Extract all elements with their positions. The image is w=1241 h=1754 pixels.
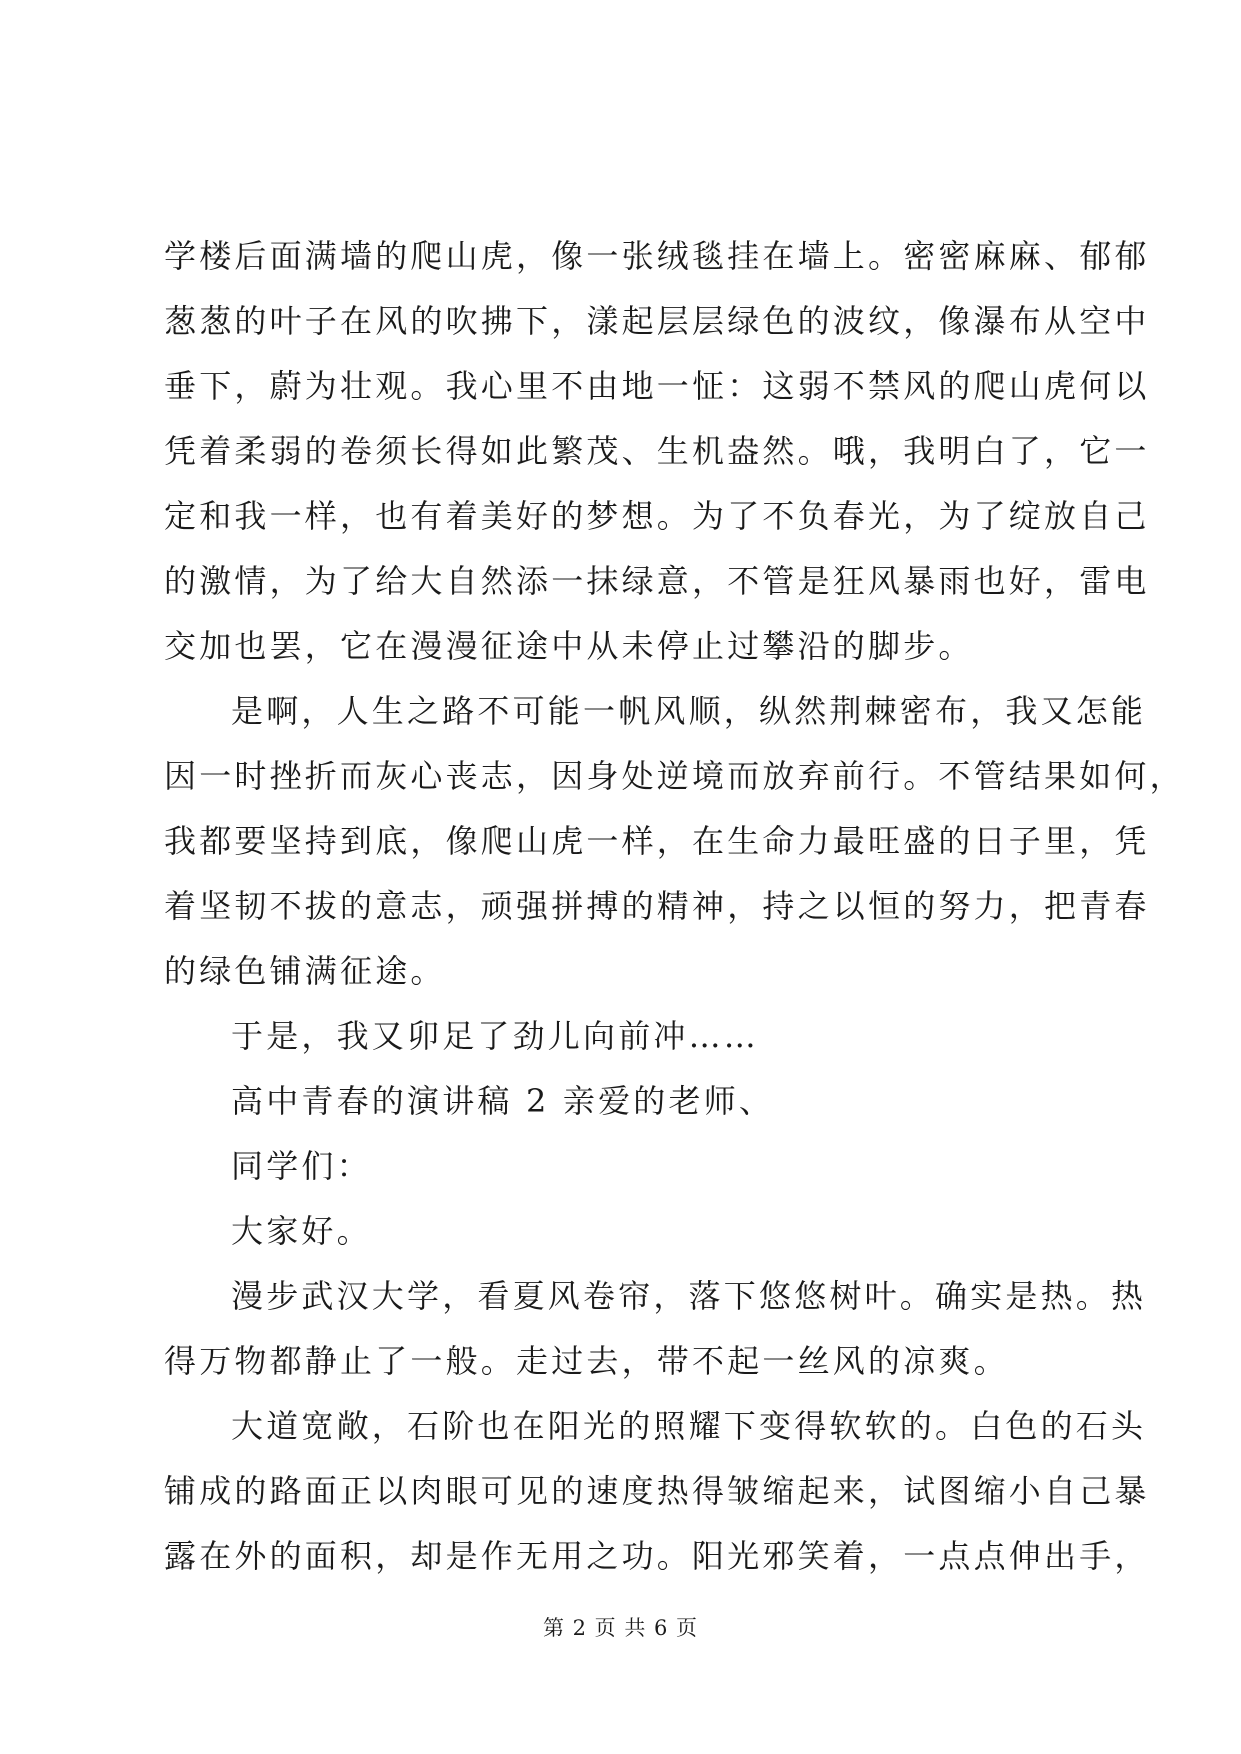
- text-line: 着坚韧不拔的意志，顽强拼搏的精神，持之以恒的努力，把青春: [164, 887, 1150, 925]
- text-line: 露在外的面积，却是作无用之功。阳光邪笑着，一点点伸出手，: [164, 1537, 1150, 1575]
- paragraph-start-line: 于是，我又卯足了劲儿向前冲……: [231, 1017, 760, 1055]
- paragraph-start-line: 漫步武汉大学，看夏风卷帘，落下悠悠树叶。确实是热。热: [231, 1277, 1147, 1315]
- text-line: 铺成的路面正以肉眼可见的速度热得皱缩起来，试图缩小自己暴: [164, 1472, 1150, 1510]
- text-line: 因一时挫折而灰心丧志，因身处逆境而放弃前行。不管结果如何，: [164, 757, 1185, 795]
- text-line: 葱葱的叶子在风的吹拂下，漾起层层绿色的波纹，像瀑布从空中: [164, 302, 1150, 340]
- text-line: 我都要坚持到底，像爬山虎一样，在生命力最旺盛的日子里，凭: [164, 822, 1150, 860]
- page-number-footer: 第 2 页 共 6 页: [542, 1616, 699, 1640]
- text-line: 的激情，为了给大自然添一抹绿意，不管是狂风暴雨也好，雷电: [164, 562, 1150, 600]
- text-line: 得万物都静止了一般。走过去，带不起一丝风的凉爽。: [164, 1342, 1009, 1380]
- text-line: 学楼后面满墙的爬山虎，像一张绒毯挂在墙上。密密麻麻、郁郁: [164, 237, 1150, 275]
- salutation-line: 同学们：: [231, 1147, 372, 1185]
- text-line: 定和我一样，也有着美好的梦想。为了不负春光，为了绽放自己: [164, 497, 1150, 535]
- section-heading-line: 高中青春的演讲稿 2 亲爱的老师、: [231, 1082, 775, 1120]
- text-line: 交加也罢，它在漫漫征途中从未停止过攀沿的脚步。: [164, 627, 974, 665]
- document-body: [164, 224, 1185, 1589]
- greeting-line: 大家好。: [231, 1212, 372, 1250]
- text-line: 垂下，蔚为壮观。我心里不由地一怔：这弱不禁风的爬山虎何以: [164, 367, 1150, 405]
- text-line: 凭着柔弱的卷须长得如此繁茂、生机盎然。哦，我明白了，它一: [164, 432, 1150, 470]
- paragraph-start-line: 是啊，人生之路不可能一帆风顺，纵然荆棘密布，我又怎能: [231, 692, 1147, 730]
- paragraph-start-line: 大道宽敞，石阶也在阳光的照耀下变得软软的。白色的石头: [231, 1407, 1147, 1445]
- text-line: 的绿色铺满征途。: [164, 952, 446, 990]
